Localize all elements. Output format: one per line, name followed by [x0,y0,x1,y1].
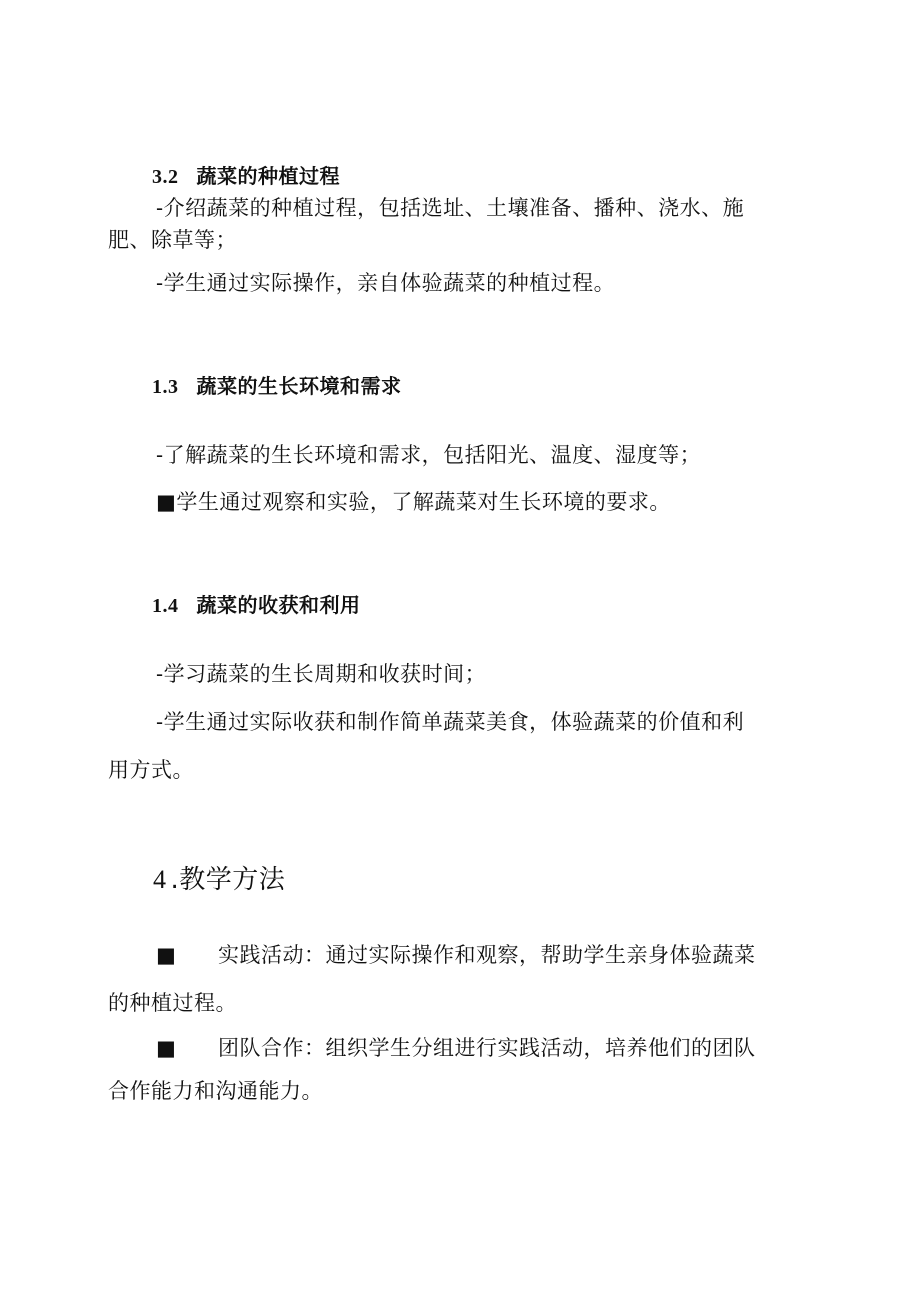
square-bullet-icon: ■ [156,1036,177,1060]
paragraph-line: -了解蔬菜的生长环境和需求，包括阳光、温度、湿度等； [156,443,702,467]
paragraph-line: -学生通过实际收获和制作简单蔬菜美食，体验蔬菜的价值和利 [156,710,745,734]
section-title: .教学方法 [170,865,286,895]
paragraph-line: 肥、除草等； [108,228,237,252]
paragraph-line: 用方式。 [108,758,194,782]
bullet-text: 团队合作：组织学生分组进行实践活动，培养他们的团队 [218,1036,756,1060]
section-title: 蔬菜的种植过程 [196,164,340,188]
bullet-item-teamwork [156,1035,756,1061]
section-number: 1.3 [152,376,179,398]
section-heading-1-4 [152,592,361,619]
section-heading-3-2 [152,163,340,190]
section-number: 3.2 [152,166,179,188]
paragraph-line: -学生通过实际操作，亲自体验蔬菜的种植过程。 [156,271,616,295]
section-number: 1.4 [152,595,179,617]
paragraph-line: -介绍蔬菜的种植过程，包括选址、土壤准备、播种、浇水、施 [156,196,745,220]
square-bullet-icon: ■ [156,490,177,514]
section-number: 4 [153,865,167,894]
section-title: 蔬菜的生长环境和需求 [196,374,402,398]
paragraph-line: -学习蔬菜的生长周期和收获时间； [156,662,487,686]
paragraph-line [156,489,671,515]
bullet-item-practice [156,942,756,968]
section-heading-1-3 [152,373,402,400]
section-title: 蔬菜的收获和利用 [196,593,361,617]
paragraph-text: 学生通过观察和实验，了解蔬菜对生长环境的要求。 [176,490,671,514]
section-heading-4 [153,864,285,896]
square-bullet-icon: ■ [156,943,177,967]
paragraph-line: 合作能力和沟通能力。 [108,1079,323,1103]
paragraph-line: 的种植过程。 [108,991,237,1015]
bullet-text: 实践活动：通过实际操作和观察，帮助学生亲身体验蔬菜 [218,943,756,967]
